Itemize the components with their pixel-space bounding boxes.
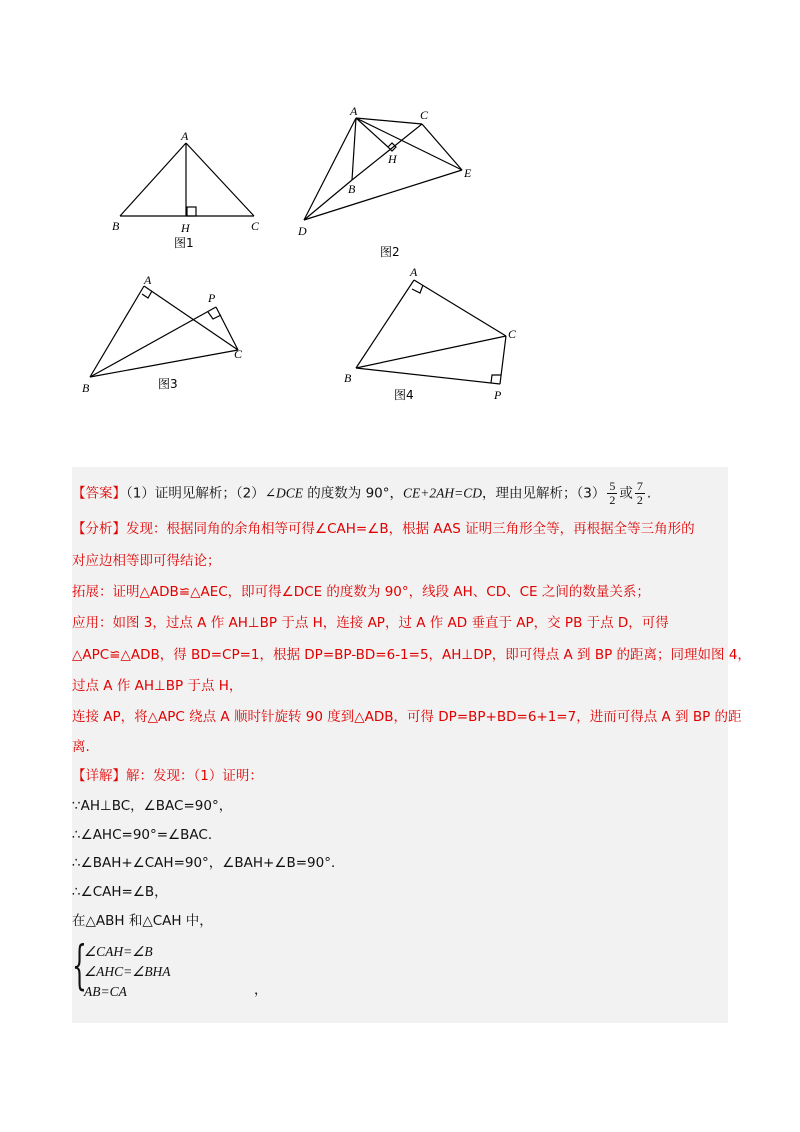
answer-part-1: （1）证明见解析；（2） (126, 485, 265, 502)
fig2-label-a: A (350, 104, 358, 118)
detail-line-4: ∴∠BAH+∠CAH=90°，∠BAH+∠B=90°． (72, 855, 345, 871)
analysis-line-3: 拓展：证明△ADB≌△AEC，即可得∠DCE 的度数为 90°，线段 AH、CD、CE 之间的数量关系； (72, 584, 650, 600)
answer-angle-dce: ∠DCE (264, 485, 303, 501)
fig4-label-p: P (494, 388, 502, 402)
answer-fraction-1 (607, 480, 617, 507)
analysis-text-1: 发现：根据同角的余角相等可得∠CAH=∠B，根据 AAS 证明三角形全等，再根据全等三角形的 (126, 521, 695, 537)
fig2-label-e: E (464, 166, 472, 180)
equation-comma: ， (254, 982, 268, 998)
detail-line-3: ∴∠AHC=90°=∠BAC． (72, 827, 222, 843)
answer-line (72, 480, 728, 507)
detail-line-1 (72, 766, 728, 786)
fig3-label-c: C (234, 347, 243, 361)
equation-lines (84, 942, 171, 1002)
analysis-line-2: 对应边相等即可得结论； (72, 553, 221, 569)
fig3-caption: 图3 (158, 377, 178, 391)
fig4-label-a: A (410, 265, 418, 279)
answer-part-3: ，理由见解析；（3） (482, 485, 606, 502)
analysis-tag: 【分析】 (72, 521, 126, 537)
fraction-1-numerator: 5 (609, 479, 616, 493)
fig3-label-p: P (208, 291, 216, 305)
analysis-line-6: 过点 A 作 AH⊥BP 于点 H， (72, 678, 243, 694)
analysis-line-4: 应用：如图 3，过点 A 作 AH⊥BP 于点 H，连接 AP，过 A 作 AD 垂直于 AP，交 PB 于点 D，可得 (72, 615, 669, 631)
figure-1 (108, 128, 268, 258)
answer-end: . (646, 485, 652, 502)
analysis-line-7: 连接 AP，将△APC 绕点 A 顺时针旋转 90 度到△ADB，可得 DP=BP+BD=6+1=7，进而可得点 A 到 BP 的距 (72, 709, 742, 725)
answer-relation: CE+2AH=CD (403, 485, 482, 501)
analysis-line-5: △APC≌△ADB，得 BD=CP=1，根据 DP=BP-BD=6-1=5，AH⊥DP，即可得点 A 到 BP 的距离；同理如图 4， (72, 647, 751, 663)
fig2-label-c: C (420, 108, 429, 122)
fig1-label-h: H (181, 221, 190, 235)
answer-part-2: 的度数为 90°， (303, 485, 404, 502)
analysis-line-8: 离. (72, 739, 90, 755)
fig4-caption: 图4 (394, 388, 414, 402)
figure-3 (78, 272, 258, 402)
answer-fraction-2 (635, 480, 645, 507)
fig2-label-d: D (298, 224, 307, 238)
fig4-label-c: C (508, 327, 517, 341)
detail-text-1: 解：发现：（1）证明： (126, 768, 263, 784)
fig1-label-a: A (181, 129, 189, 143)
figure-4 (338, 262, 528, 407)
detail-line-6: 在△ABH 和△CAH 中， (72, 913, 213, 929)
equation-1: ∠CAH=∠B (84, 944, 153, 959)
equation-3: AB=CA (84, 984, 127, 999)
equation-brace: { (72, 936, 87, 996)
figure-2-diagram (292, 100, 492, 265)
detail-line-5: ∴∠CAH=∠B， (72, 884, 168, 900)
fraction-1-denominator: 2 (609, 493, 616, 507)
fig2-caption: 图2 (380, 245, 400, 259)
detail-tag: 【详解】 (72, 768, 126, 784)
equation-2: ∠AHC=∠BHA (84, 964, 171, 979)
fig2-label-h: H (388, 152, 397, 166)
fig4-label-b: B (344, 371, 352, 385)
fig1-caption: 图1 (174, 236, 194, 250)
fraction-2-numerator: 7 (636, 479, 643, 493)
figure-4-diagram (338, 262, 528, 407)
analysis-line-1 (72, 519, 728, 539)
fig2-label-b: B (348, 182, 356, 196)
detail-line-2: ∵AH⊥BC，∠BAC=90°， (72, 798, 233, 814)
fig3-label-b: B (82, 381, 90, 395)
figure-1-diagram (108, 128, 268, 258)
fig3-label-a: A (144, 273, 152, 287)
figure-3-diagram (78, 272, 258, 402)
fig1-label-c: C (251, 219, 260, 233)
answer-or: 或 (619, 485, 633, 502)
answer-tag: 【答案】 (72, 485, 126, 502)
fraction-2-denominator: 2 (636, 493, 643, 507)
figure-2 (292, 100, 492, 265)
fig1-label-b: B (112, 219, 120, 233)
